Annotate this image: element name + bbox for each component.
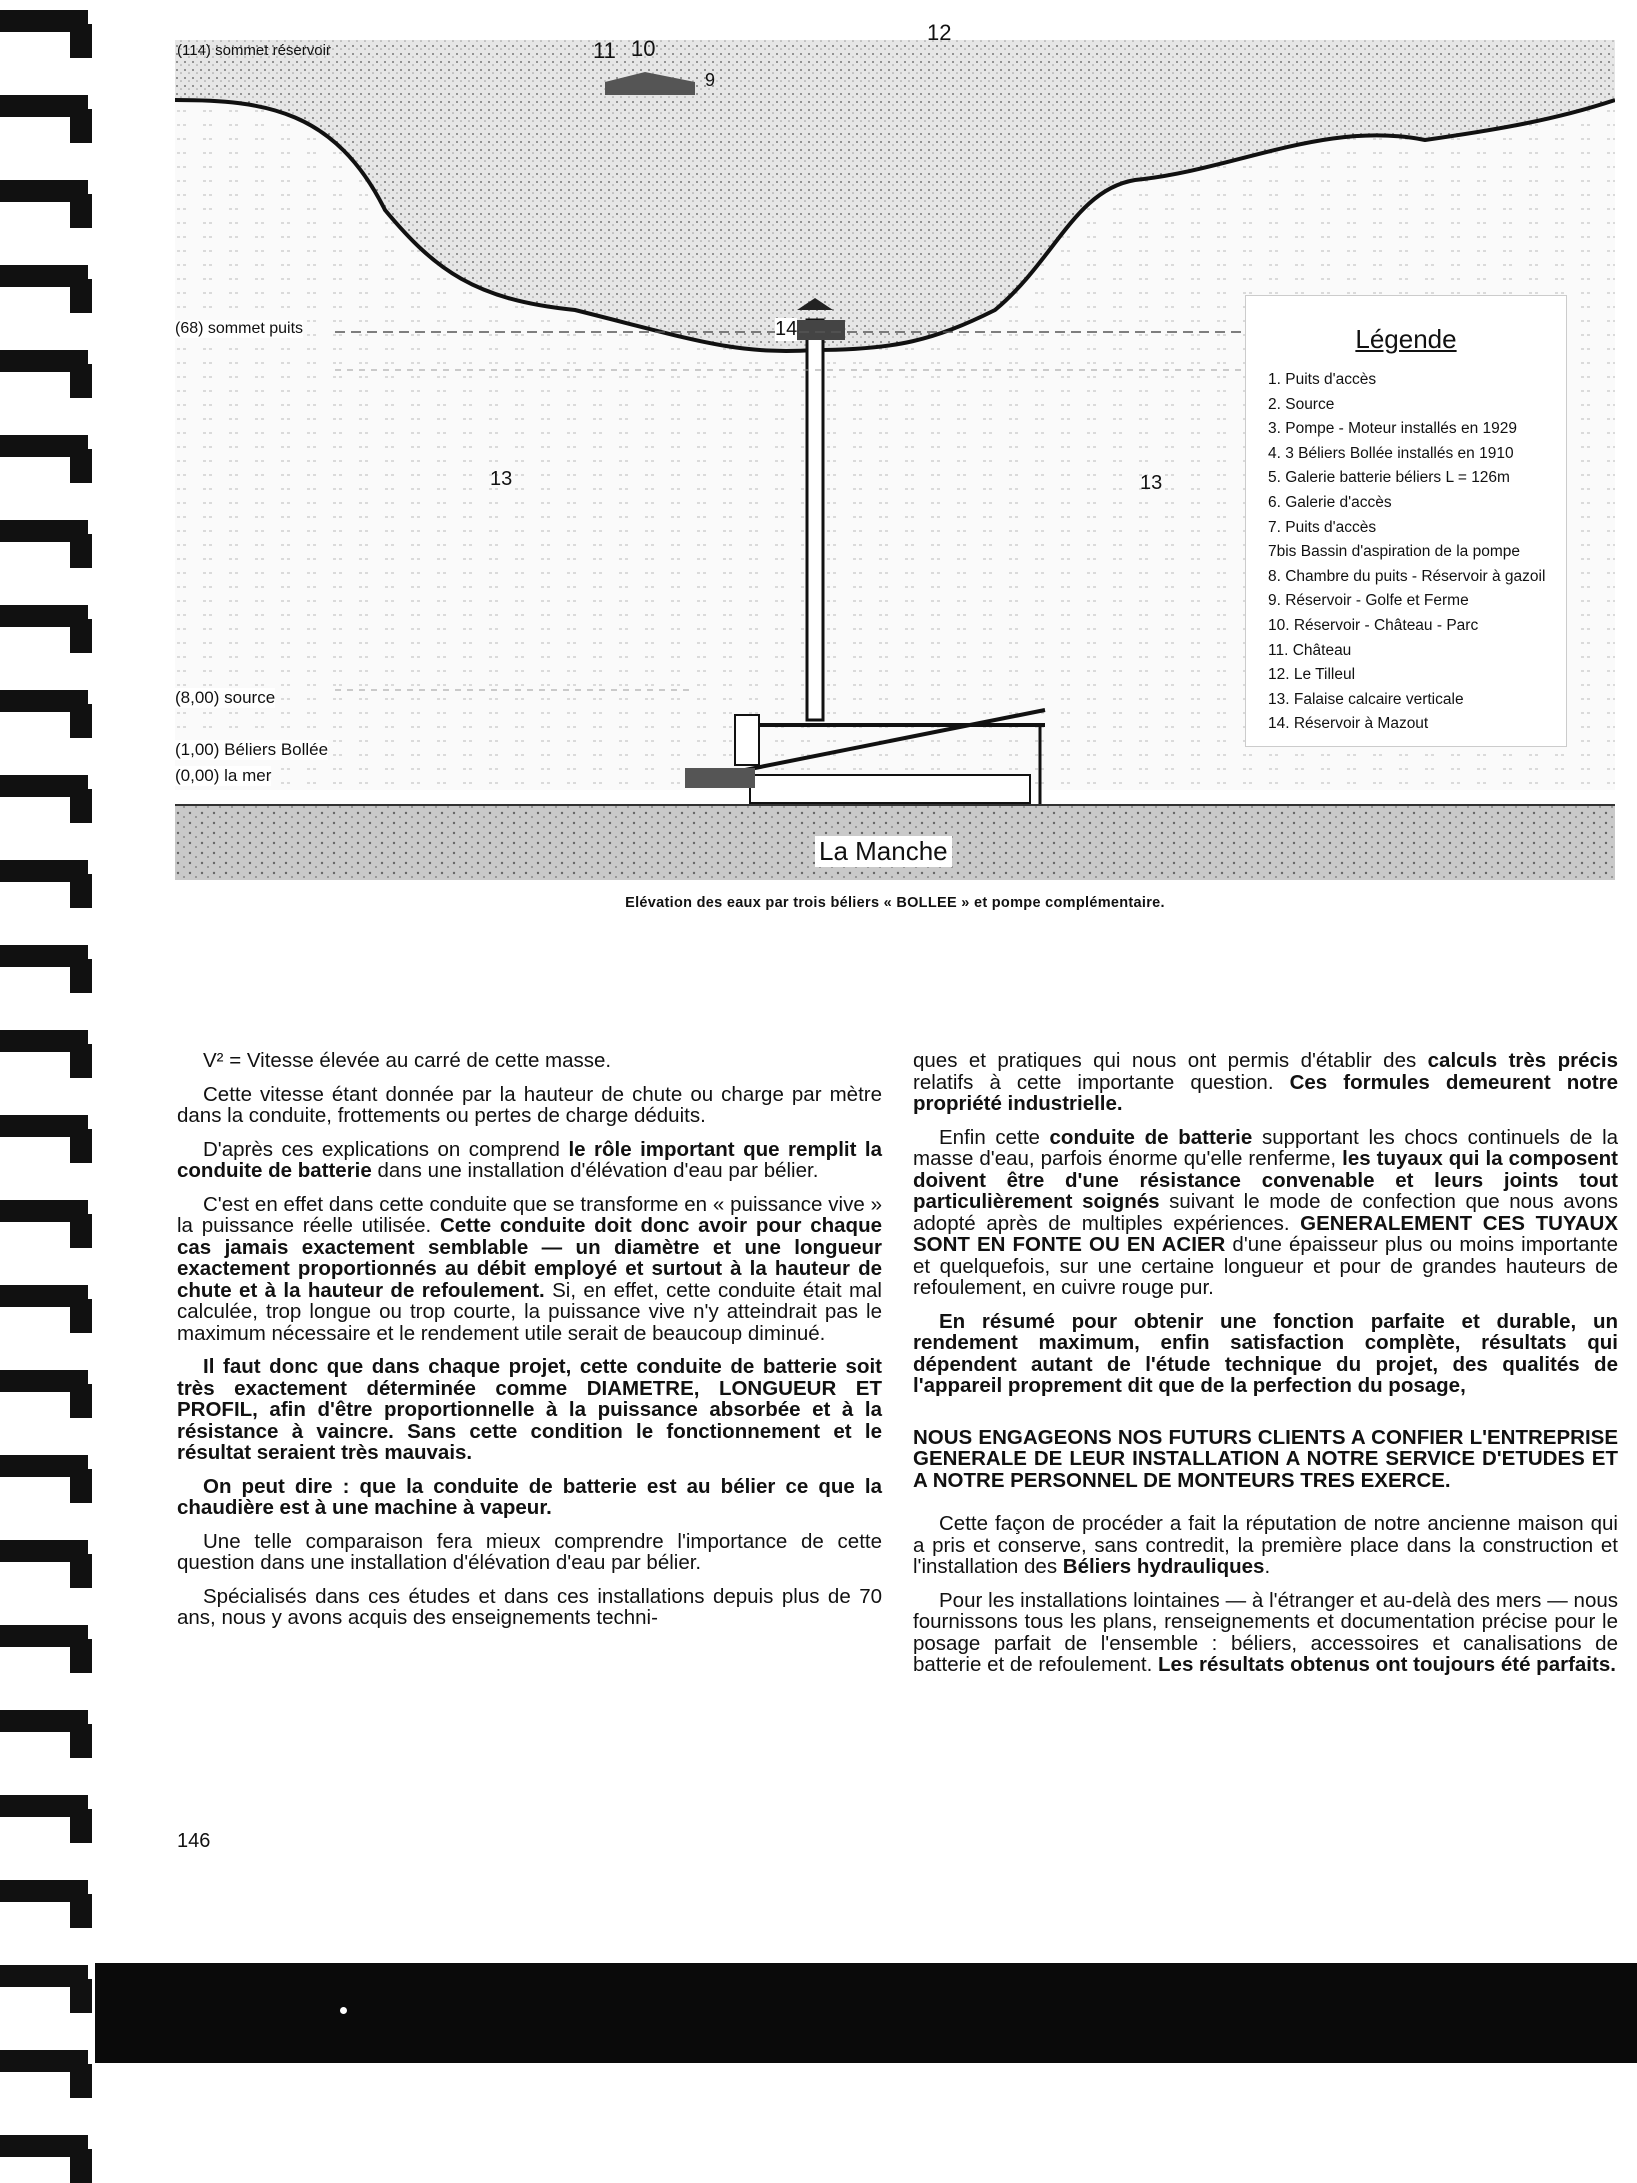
text-run-bold: Les résultats obtenus ont toujours été parfaits. bbox=[1158, 1653, 1616, 1676]
label-source: (8,00) source bbox=[175, 688, 276, 707]
text-run-bold: Cette conduite doit donc avoir pour chaque cas jamais exactement semblable — un diamètre et une longueur exactement proportionnés au débit employé et surtout à la hauteur de chute et à la hauteur de refoulement. bbox=[177, 1214, 882, 1302]
paragraph: Une telle comparaison fera mieux comprendre l'importance de cette question dans une installation d'élévation d'eau par bélier. bbox=[177, 1529, 882, 1574]
legend-item: 10. Réservoir - Château - Parc bbox=[1268, 616, 1479, 634]
legend-item: 6. Galerie d'accès bbox=[1268, 493, 1392, 511]
legend-box bbox=[1245, 295, 1567, 747]
text-run: dans une installation d'élévation d'eau par bélier. bbox=[371, 1159, 819, 1182]
legend-item: 5. Galerie batterie béliers L = 126m bbox=[1268, 469, 1510, 487]
text-run: Si, en effet, cette conduite était mal calculée, trop longue ou trop courte, la puissance vive n'y atteindrait pas le maximum nécessaire et le rendement utile serait de beaucoup diminué. bbox=[177, 1278, 882, 1345]
elevation-diagram bbox=[175, 20, 1615, 880]
legend-item: 7bis Bassin d'aspiration de la pompe bbox=[1268, 543, 1520, 561]
paragraph bbox=[913, 1590, 1618, 1676]
label-reservoir-top: (114) sommet réservoir bbox=[177, 42, 331, 59]
text-run: suivant le mode de confection que nous avons adopté après de multiples expériences. bbox=[913, 1190, 1618, 1235]
text-column-left bbox=[177, 1050, 882, 1641]
text-run-bold: On peut dire : que la conduite de batterie est au bélier ce que la chaudière est à une machine à vapeur. bbox=[177, 1474, 882, 1519]
text-run: supportant les chocs continuels de la masse d'eau, parfois énorme qu'elle renferme, bbox=[913, 1125, 1619, 1170]
access-well bbox=[807, 320, 823, 720]
text-run: . bbox=[1264, 1555, 1271, 1578]
text-run-bold: GENERALEMENT CES TUYAUX SONT EN FONTE OU EN ACIER bbox=[913, 1211, 1619, 1256]
legend-item: 11. Château bbox=[1268, 641, 1352, 659]
paragraph bbox=[913, 1127, 1618, 1299]
legend-item: 1. Puits d'accès bbox=[1268, 371, 1377, 388]
marker-12: 12 bbox=[927, 20, 952, 45]
text-run-bold: conduite de batterie bbox=[1049, 1125, 1253, 1149]
legend-item: 3. Pompe - Moteur installés en 1929 bbox=[1268, 420, 1517, 438]
spiral-binding bbox=[0, 0, 100, 2176]
text-run: C'est en effet dans cette conduite que se transforme en « puissance vive » la puissance réelle utilisée. bbox=[177, 1192, 882, 1237]
legend-item: 12. Le Tilleul bbox=[1268, 666, 1356, 684]
marker-10: 10 bbox=[631, 36, 656, 61]
marker-13-right: 13 bbox=[1140, 472, 1163, 494]
legend-item: 9. Réservoir - Golfe et Ferme bbox=[1268, 592, 1469, 610]
paragraph bbox=[177, 1194, 882, 1345]
text-run-bold: calculs très précis bbox=[1427, 1049, 1618, 1072]
marker-13-left: 13 bbox=[490, 468, 513, 490]
text-run: d'une épaisseur plus ou moins importante et quelquefois, sur une certaine longueur et pour de grandes hauteurs de refoulement, en cuivre rouge pur. bbox=[913, 1233, 1618, 1299]
text-run-bold: le rôle important que remplit la conduite de batterie bbox=[177, 1137, 882, 1182]
legend-list bbox=[1268, 368, 1545, 737]
label-sea-level: (0,00) la mer bbox=[175, 766, 272, 785]
paragraph: Cette vitesse étant donnée par la hauteur de chute ou charge par mètre dans la conduite, frottements ou pertes de charge déduits. bbox=[177, 1082, 882, 1127]
legend-item: 2. Source bbox=[1268, 395, 1335, 413]
paragraph bbox=[177, 1139, 882, 1182]
ram-chamber bbox=[750, 775, 1030, 803]
marker-14: 14 bbox=[775, 318, 798, 340]
paragraph: V² = Vitesse élevée au carré de cette masse. bbox=[203, 1049, 612, 1072]
marker-9: 9 bbox=[705, 70, 716, 90]
paragraph bbox=[177, 1356, 882, 1464]
text-run: ques et pratiques qui nous ont permis d'établir des bbox=[913, 1049, 1428, 1072]
figure-caption: Elévation des eaux par trois béliers « BOLLEE » et pompe complémentaire. bbox=[625, 895, 1165, 911]
text-run-bold: Il faut donc que dans chaque projet, cette conduite de batterie soit très exactement déterminée comme DIAMETRE, LONGUEUR ET PROFIL, afin d'être proportionnelle à la puissance absorbée et à la résistance à vaincre. Sans cette condition le fonctionnement et le résultat seraient très mauvais. bbox=[177, 1355, 882, 1464]
paragraph bbox=[913, 1050, 1618, 1115]
sea-name: La Manche bbox=[815, 836, 952, 867]
legend-item: 13. Falaise calcaire verticale bbox=[1268, 690, 1464, 708]
paragraph bbox=[177, 1476, 882, 1519]
text-run: D'après ces explications on comprend bbox=[203, 1137, 569, 1161]
legend-item: 14. Réservoir à Mazout bbox=[1268, 715, 1429, 733]
text-run-bold: Ces formules demeurent notre propriété industrielle. bbox=[913, 1070, 1618, 1115]
marker-11: 11 bbox=[593, 38, 616, 63]
text-run: relatifs à cette importante question. bbox=[913, 1070, 1290, 1094]
text-run: Pour les installations lointaines — à l'étranger et au-delà des mers — nous fournissons tous les plans, renseignements et documentation précise pour le posage parfait de l'ensemble : béliers, accessoires et canalisations de batterie et de refoulement. bbox=[913, 1588, 1618, 1676]
label-rams: (1,00) Béliers Bollée bbox=[175, 740, 329, 759]
legend-item: 8. Chambre du puits - Réservoir à gazoil bbox=[1268, 567, 1546, 585]
legend-item: 4. 3 Béliers Bollée installés en 1910 bbox=[1268, 444, 1514, 462]
legend-title: Légende bbox=[1355, 324, 1457, 354]
text-run-bold: Béliers hydrauliques bbox=[1062, 1555, 1265, 1578]
legend-item: 7. Puits d'accès bbox=[1268, 518, 1377, 536]
text-run: Enfin cette bbox=[939, 1125, 1050, 1149]
paragraph: Spécialisés dans ces études et dans ces installations depuis plus de 70 ans, nous y avons acquis des enseignements techni- bbox=[177, 1584, 882, 1629]
paragraph bbox=[913, 1513, 1618, 1578]
paragraph-caps: NOUS ENGAGEONS NOS FUTURS CLIENTS A CONFIER L'ENTREPRISE GENERALE DE LEUR INSTALLATION A NOTRE SERVICE D'ETUDES ET A NOTRE PERSONNEL DE MONTEURS TRES EXERCE. bbox=[913, 1425, 1618, 1492]
label-well-top: (68) sommet puits bbox=[175, 320, 304, 337]
text-run: Cette façon de procéder a fait la réputation de notre ancienne maison qui a pris et conserve, sans contredit, la première place dans la construction et l'installation des bbox=[913, 1512, 1618, 1578]
text-run-bold: les tuyaux qui la composent doivent être d'une résistance convenable et leurs joints tout particulièrement soignés bbox=[913, 1147, 1618, 1213]
paragraph bbox=[913, 1311, 1618, 1397]
bottom-black-bar bbox=[95, 1963, 1637, 2063]
page-number: 146 bbox=[177, 1830, 211, 1852]
text-run-bold: En résumé pour obtenir une fonction parfaite et durable, un rendement maximum, enfin satisfaction complète, résultats qui dépendent autant de l'étude technique du projet, des qualités de l'appareil proprement dit que de la perfection du posage, bbox=[913, 1309, 1618, 1397]
text-column-right bbox=[913, 1050, 1618, 1688]
